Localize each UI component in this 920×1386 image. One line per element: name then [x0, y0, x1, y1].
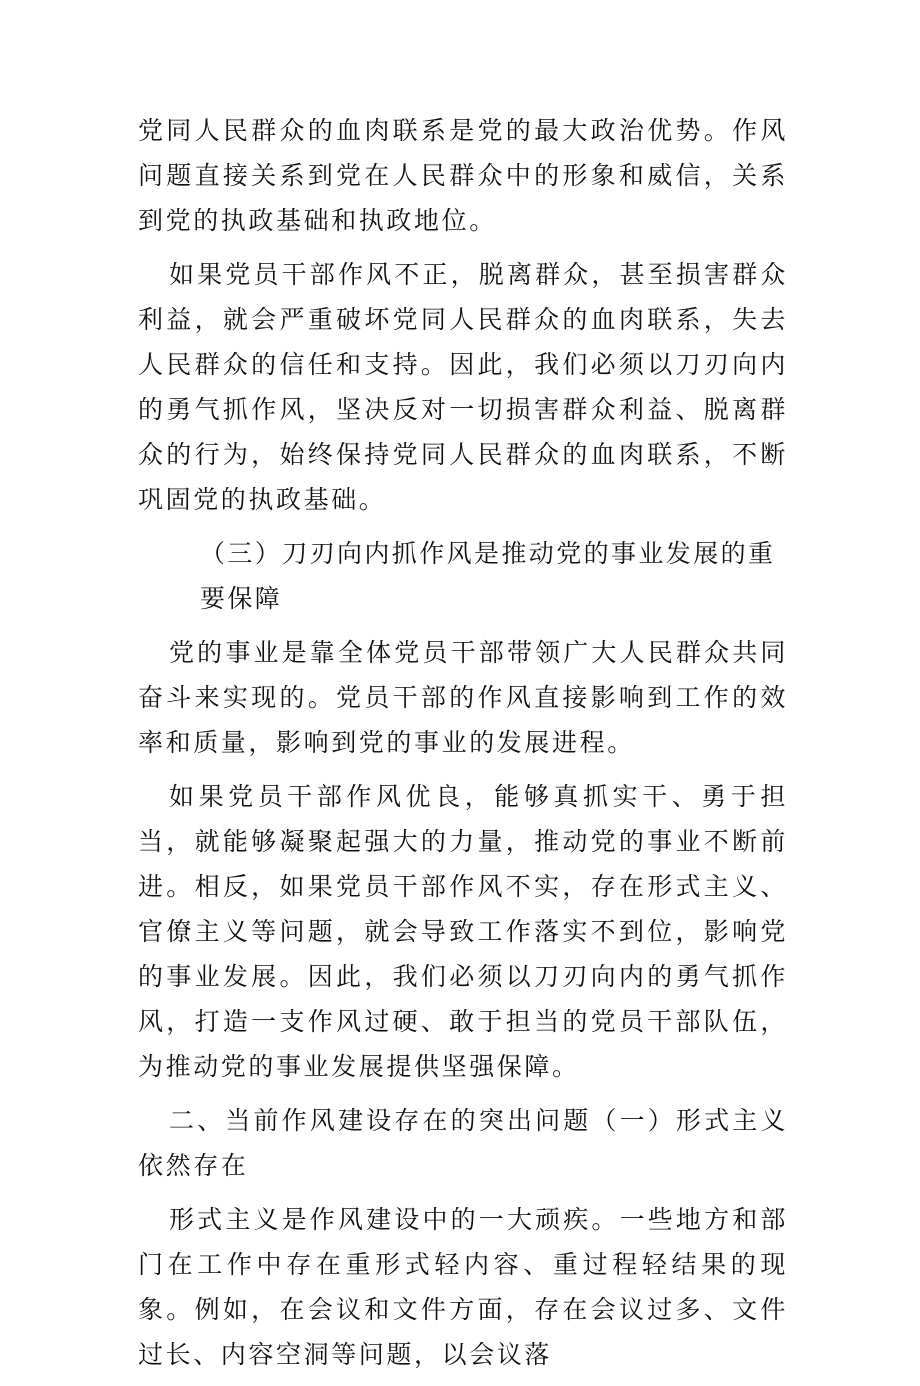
paragraph-good-conduct: 如果党员干部作风优良，能够真抓实干、勇于担当，就能够凝聚起强大的力量，推动党的事业不断前进。相反，如果党员干部作风不实，存在形式主义、官僚主义等问题，就会导致工作落实不到位，影响党的事业发展。因此，我们必须以刀刃向内的勇气抓作风，打造一支作风过硬、敢于担当的党员干部队伍，为推动党的事业发展提供坚强保障。 — [138, 782, 788, 1081]
paragraph-political-advantage: 党同人民群众的血肉联系是党的最大政治优势。作风问题直接关系到党在人民群众中的形象和威信，关系到党的执政基础和执政地位。 — [138, 116, 788, 235]
section-heading-3: （三）刀刃向内抓作风是推动党的事业发展的重要保障 — [200, 539, 776, 613]
paragraph-formalism: 形式主义是作风建设中的一大顽疾。一些地方和部门在工作中存在重形式轻内容、重过程轻结果的现象。例如，在会议和文件方面，存在会议过多、文件过长、内容空洞等问题，以会议落 — [138, 1205, 788, 1369]
section-heading-2: 二、当前作风建设存在的突出问题（一）形式主义依然存在 — [138, 1106, 788, 1180]
document-page — [138, 108, 788, 1386]
paragraph-serious-damage: 如果党员干部作风不正，脱离群众，甚至损害群众利益，就会严重破坏党同人民群众的血肉联系，失去人民群众的信任和支持。因此，我们必须以刀刃向内的勇气抓作风，坚决反对一切损害群众利益、脱离群众的行为，始终保持党同人民群众的血肉联系，不断巩固党的执政基础。 — [138, 260, 788, 514]
paragraph-party-cause: 党的事业是靠全体党员干部带领广大人民群众共同奋斗来实现的。党员干部的作风直接影响到工作的效率和质量，影响到党的事业的发展进程。 — [138, 638, 788, 757]
